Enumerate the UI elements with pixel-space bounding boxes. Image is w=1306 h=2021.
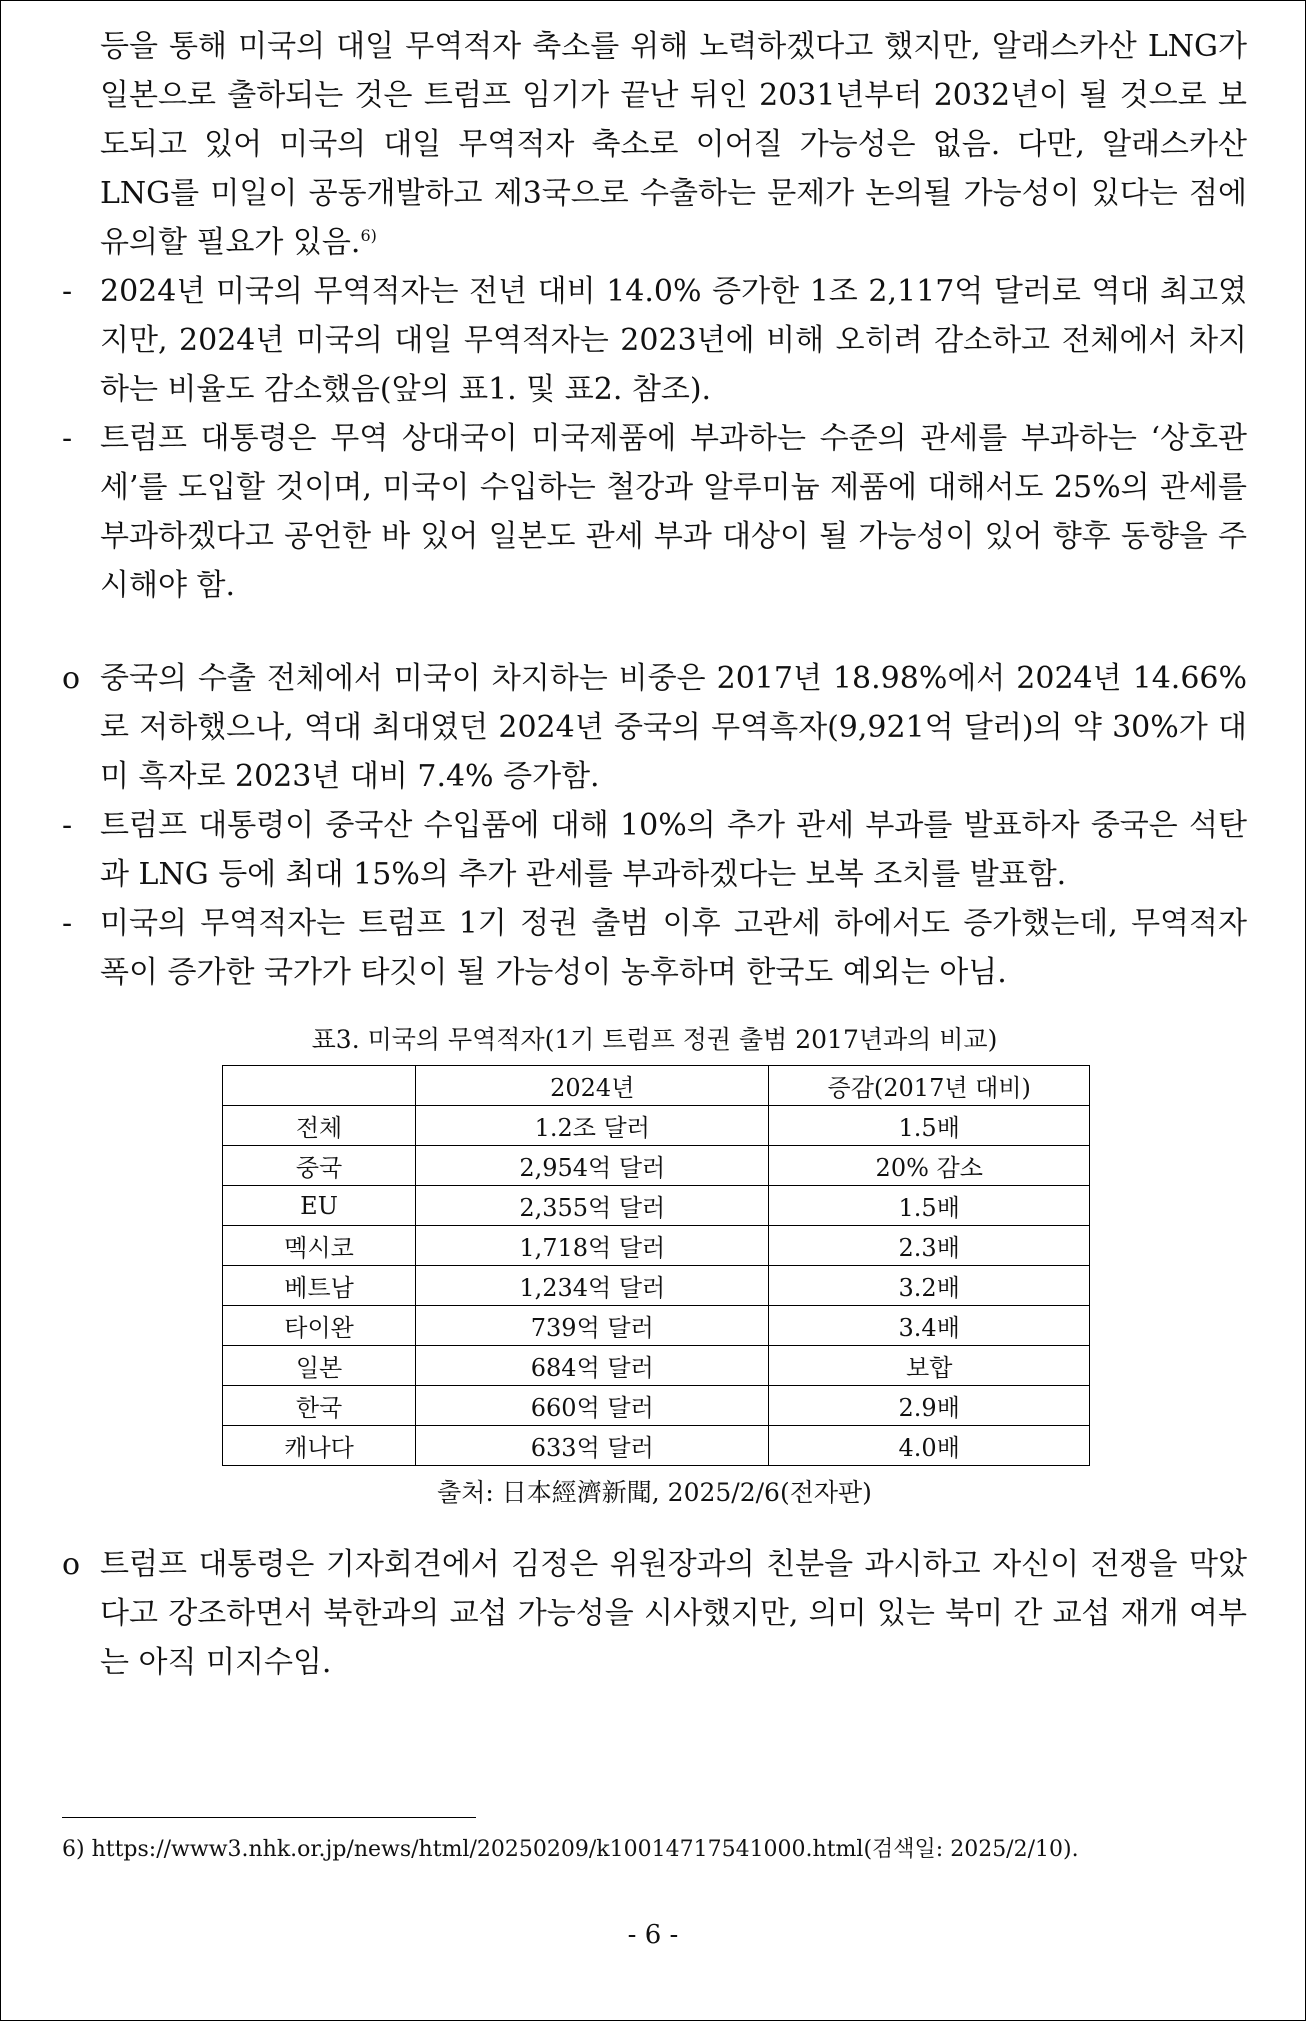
- region-cell: 타이완: [223, 1306, 416, 1346]
- table-row: [223, 1226, 1090, 1266]
- paragraph-alaska-lng: 등을 통해 미국의 대일 무역적자 축소를 위해 노력하겠다고 했지만, 알래스카산 LNG가 일본으로 출하되는 것은 트럼프 임기가 끝난 뒤인 2031년부터 2032년이 될 것으로 보도되고 있어 미국의 대일 무역적자 축소로 이어질 가능성은 없음. 다만, 알래스카산 LNG를 미일이 공동개발하고 제3국으로 수출하는 문제가 논의될 가능성이 있다는 점에 유의할 필요가 있음.$^{6)}$: [100, 29, 1247, 260]
- table-row: [223, 1306, 1090, 1346]
- spacer: [62, 610, 1247, 654]
- footnote-reference[interactable]: 6): [360, 226, 377, 245]
- table-row: [223, 1426, 1090, 1466]
- value-cell: 739억 달러: [416, 1306, 769, 1346]
- value-cell: 1.2조 달러: [416, 1106, 769, 1146]
- value-cell: 2,954억 달러: [416, 1146, 769, 1186]
- change-cell: 1.5배: [769, 1186, 1090, 1226]
- value-cell: 684억 달러: [416, 1346, 769, 1386]
- page-number: - 6 -: [627, 1920, 679, 1950]
- change-cell: 2.9배: [769, 1386, 1090, 1426]
- change-cell: 1.5배: [769, 1106, 1090, 1146]
- region-cell: 캐나다: [223, 1426, 416, 1466]
- section-china-exports: o 중국의 수출 전체에서 미국이 차지하는 비중은 2017년 18.98%에서 2024년 14.66%로 저하했으나, 역대 최대였던 2024년 중국의 무역흑자(9,921억 달러)의 약 30%가 대미 흑자로 2023년 대비 7.4% 증가함.: [62, 654, 1247, 801]
- bullet-china-retaliation: - 트럼프 대통령이 중국산 수입품에 대해 10%의 추가 관세 부과를 발표하자 중국은 석탄과 LNG 등에 최대 15%의 추가 관세를 부과하겠다는 보복 조치를 발표함.: [62, 801, 1247, 899]
- change-cell: 3.4배: [769, 1306, 1090, 1346]
- circle-marker: o: [62, 661, 81, 696]
- change-cell: 2.3배: [769, 1226, 1090, 1266]
- value-cell: 633억 달러: [416, 1426, 769, 1466]
- bullet-us-trade-deficit-2024: - 2024년 미국의 무역적자는 전년 대비 14.0% 증가한 1조 2,117억 달러로 역대 최고였지만, 2024년 미국의 대일 무역적자는 2023년에 비해 오히려 감소하고 전체에서 차지하는 비율도 감소했음(앞의 표1. 및 표2. 참조).: [62, 267, 1247, 414]
- table-block: [62, 1023, 1247, 1510]
- header-cell: 2024년: [416, 1066, 769, 1106]
- region-cell: 한국: [223, 1386, 416, 1426]
- dash-marker: -: [62, 274, 73, 309]
- change-cell: 20% 감소: [769, 1146, 1090, 1186]
- table-row: [223, 1346, 1090, 1386]
- value-cell: 1,718억 달러: [416, 1226, 769, 1266]
- table-caption: 표3. 미국의 무역적자(1기 트럼프 정권 출범 2017년과의 비교): [311, 1025, 998, 1054]
- region-cell: 일본: [223, 1346, 416, 1386]
- value-cell: 2,355억 달러: [416, 1186, 769, 1226]
- change-cell: 보합: [769, 1346, 1090, 1386]
- region-cell: 중국: [223, 1146, 416, 1186]
- region-cell: 베트남: [223, 1266, 416, 1306]
- dash-marker: -: [62, 421, 73, 456]
- dash-marker: -: [62, 906, 73, 941]
- footnote-6[interactable]: 6) https://www3.nhk.or.jp/news/html/20250209/k10014717541000.html(검색일: 2025/2/10).: [62, 1837, 1079, 1862]
- region-cell: EU: [223, 1186, 416, 1226]
- change-cell: 4.0배: [769, 1426, 1090, 1466]
- table-source: 출처: 日本經濟新聞, 2025/2/6(전자판): [437, 1478, 872, 1507]
- document-body: [62, 22, 1247, 1687]
- table-header-row: [223, 1066, 1090, 1106]
- table-row: [223, 1386, 1090, 1426]
- dash-marker: -: [62, 808, 73, 843]
- header-cell: [223, 1066, 416, 1106]
- bullet-target-countries: - 미국의 무역적자는 트럼프 1기 정권 출범 이후 고관세 하에서도 증가했는데, 무역적자 폭이 증가한 국가가 타깃이 될 가능성이 농후하며 한국도 예외는 아님.: [62, 899, 1247, 997]
- region-cell: 멕시코: [223, 1226, 416, 1266]
- section-north-korea: o 트럼프 대통령은 기자회견에서 김정은 위원장과의 친분을 과시하고 자신이 전쟁을 막았다고 강조하면서 북한과의 교섭 가능성을 시사했지만, 의미 있는 북미 간 교섭 재개 여부는 아직 미지수임.: [62, 1540, 1247, 1687]
- table-row: [223, 1146, 1090, 1186]
- footnote-divider: [62, 1817, 476, 1818]
- change-cell: 3.2배: [769, 1266, 1090, 1306]
- spacer: [62, 1510, 1247, 1540]
- header-cell: 증감(2017년 대비): [769, 1066, 1090, 1106]
- region-cell: 전체: [223, 1106, 416, 1146]
- table-row: [223, 1266, 1090, 1306]
- bullet-reciprocal-tariff: - 트럼프 대통령은 무역 상대국이 미국제품에 부과하는 수준의 관세를 부과하는 ‘상호관세’를 도입할 것이며, 미국이 수입하는 철강과 알루미늄 제품에 대해서도 25%의 관세를 부과하겠다고 공언한 바 있어 일본도 관세 부과 대상이 될 가능성이 있어 향후 동향을 주시해야 함.: [62, 414, 1247, 610]
- table-row: [223, 1186, 1090, 1226]
- value-cell: 660억 달러: [416, 1386, 769, 1426]
- table-row: [223, 1106, 1090, 1146]
- circle-marker: o: [62, 1547, 81, 1582]
- trade-deficit-table: [222, 1065, 1090, 1466]
- value-cell: 1,234억 달러: [416, 1266, 769, 1306]
